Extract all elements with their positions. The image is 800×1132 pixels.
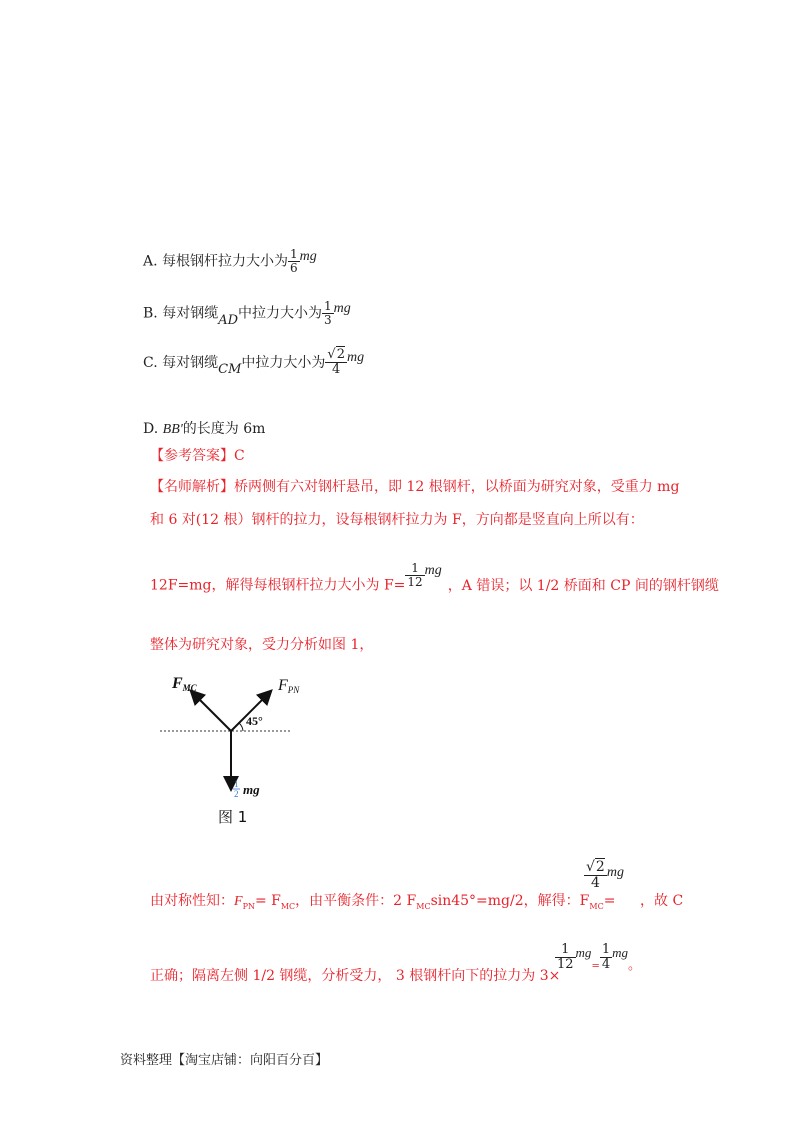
analysis-text-5i: MC bbox=[589, 901, 604, 911]
option-b-den: 3 bbox=[324, 313, 332, 328]
option-b-tail: mg bbox=[333, 300, 351, 316]
angle-arc bbox=[239, 723, 243, 731]
analysis-6-tail2: mg bbox=[612, 945, 628, 961]
analysis-text-5c: PN bbox=[242, 901, 255, 911]
option-d-tail: 的长度为 6m bbox=[182, 421, 266, 437]
footer-text: 资料整理【淘宝店铺：向阳百分百】 bbox=[120, 1053, 329, 1068]
option-b bbox=[143, 300, 351, 327]
analysis-text-4: 整体为研究对象，受力分析如图 1， bbox=[150, 637, 374, 653]
option-c-sub: CM bbox=[218, 361, 242, 377]
analysis-line-6 bbox=[150, 965, 560, 985]
option-b-prefix: B. 每对钢缆 bbox=[143, 305, 219, 322]
label-f-pn: FPN bbox=[278, 677, 300, 695]
label-half-num: 1 bbox=[234, 779, 239, 789]
option-c-root: 2 bbox=[336, 347, 345, 362]
force-diagram bbox=[158, 662, 298, 832]
option-d-sym: BB' bbox=[162, 422, 183, 437]
analysis-line-5-end bbox=[640, 890, 683, 910]
analysis-text-3a: 12F=mg，解得每根钢杆拉力大小为 F= bbox=[150, 577, 406, 594]
analysis-text-5j: = bbox=[603, 893, 616, 909]
option-a-den: 6 bbox=[290, 261, 298, 276]
label-half-den: 2 bbox=[234, 789, 239, 799]
analysis-text-5a: 由对称性知： bbox=[150, 893, 234, 909]
analysis-line-1 bbox=[150, 476, 679, 496]
analysis-text-2: 和 6 对(12 根）钢杆的拉力，设每根钢杆拉力为 F，方向都是竖直向上所以有： bbox=[150, 512, 644, 528]
analysis-frac-den: 12 bbox=[407, 575, 423, 590]
option-d bbox=[143, 418, 265, 438]
answer-line bbox=[150, 445, 245, 465]
analysis-6-den1: 12 bbox=[557, 957, 574, 973]
analysis-text-1: 桥两侧有六对钢杆悬吊，即 12 根钢杆，以桥面为研究对象，受重力 mg bbox=[234, 479, 680, 495]
analysis-text-3b: ，A 错误；以 1/2 桥面和 CP 间的钢杆钢缆 bbox=[447, 577, 719, 594]
figure-caption: 图 1 bbox=[218, 808, 248, 826]
analysis-text-5f: ，由平衡条件：2 F bbox=[295, 893, 417, 909]
analysis-label: 【名师解析】 bbox=[150, 479, 234, 495]
label-mg: mg bbox=[243, 782, 260, 797]
analysis-line-5 bbox=[150, 890, 615, 911]
option-c-tail: mg bbox=[346, 349, 365, 365]
option-b-sub: AD bbox=[218, 312, 239, 328]
analysis-text-6a: 正确；隔离左侧 1/2 钢缆，分析受力， 3 根钢杆向下的拉力为 3× bbox=[150, 968, 561, 984]
analysis-6-end: 。 bbox=[628, 958, 642, 974]
option-a-num: 1 bbox=[290, 247, 298, 261]
analysis-6-eq: = bbox=[591, 961, 600, 973]
option-c-prefix: C. 每对钢缆 bbox=[143, 354, 219, 371]
analysis-text-3tail: mg bbox=[424, 562, 442, 578]
analysis-5-root: 2 bbox=[595, 859, 605, 875]
analysis-line-6-math bbox=[555, 943, 641, 973]
label-f-mc: FMC bbox=[172, 675, 197, 693]
analysis-text-5k: ，故 C bbox=[640, 893, 684, 909]
analysis-6-num2: 1 bbox=[601, 942, 611, 957]
analysis-6-den2: 4 bbox=[601, 957, 611, 973]
answer-label: 【参考答案】 bbox=[150, 448, 234, 464]
option-c-mid: 中拉力大小为 bbox=[241, 354, 326, 371]
option-d-prefix: D. bbox=[143, 421, 163, 437]
label-angle: 45° bbox=[246, 714, 263, 728]
analysis-6-num1: 1 bbox=[555, 943, 576, 958]
page-footer bbox=[120, 1049, 328, 1068]
analysis-text-5e: MC bbox=[280, 901, 296, 911]
option-a-prefix: A. 每根钢杆拉力大小为 bbox=[143, 253, 289, 270]
option-b-mid: 中拉力大小为 bbox=[238, 305, 323, 322]
analysis-5-den: 4 bbox=[590, 875, 600, 892]
analysis-text-5b: F bbox=[234, 894, 243, 909]
analysis-5-tail: mg bbox=[606, 864, 624, 880]
analysis-6-tail1: mg bbox=[575, 945, 592, 961]
analysis-text-5g: MC bbox=[416, 901, 431, 911]
answer-value: C bbox=[234, 448, 245, 464]
analysis-line-2 bbox=[150, 509, 644, 529]
analysis-line-3 bbox=[150, 561, 719, 599]
option-a-tail: mg bbox=[299, 248, 317, 264]
option-c-den: 4 bbox=[332, 362, 341, 378]
analysis-text-5h: sin45°=mg/2，解得：F bbox=[430, 893, 590, 909]
option-b-num: 1 bbox=[324, 299, 332, 313]
force-mc-arrow bbox=[192, 692, 231, 731]
option-a bbox=[143, 248, 317, 275]
analysis-frac-num: 1 bbox=[405, 562, 424, 576]
option-c: C. 每对钢缆CM中拉力大小为 $\frac{√2}{4}$ mg bbox=[143, 347, 365, 378]
analysis-text-5d: = F bbox=[254, 893, 281, 909]
analysis-line-5-fraction: $\frac{√2}{4}$ mg bbox=[586, 859, 624, 892]
analysis-line-4 bbox=[150, 634, 373, 654]
